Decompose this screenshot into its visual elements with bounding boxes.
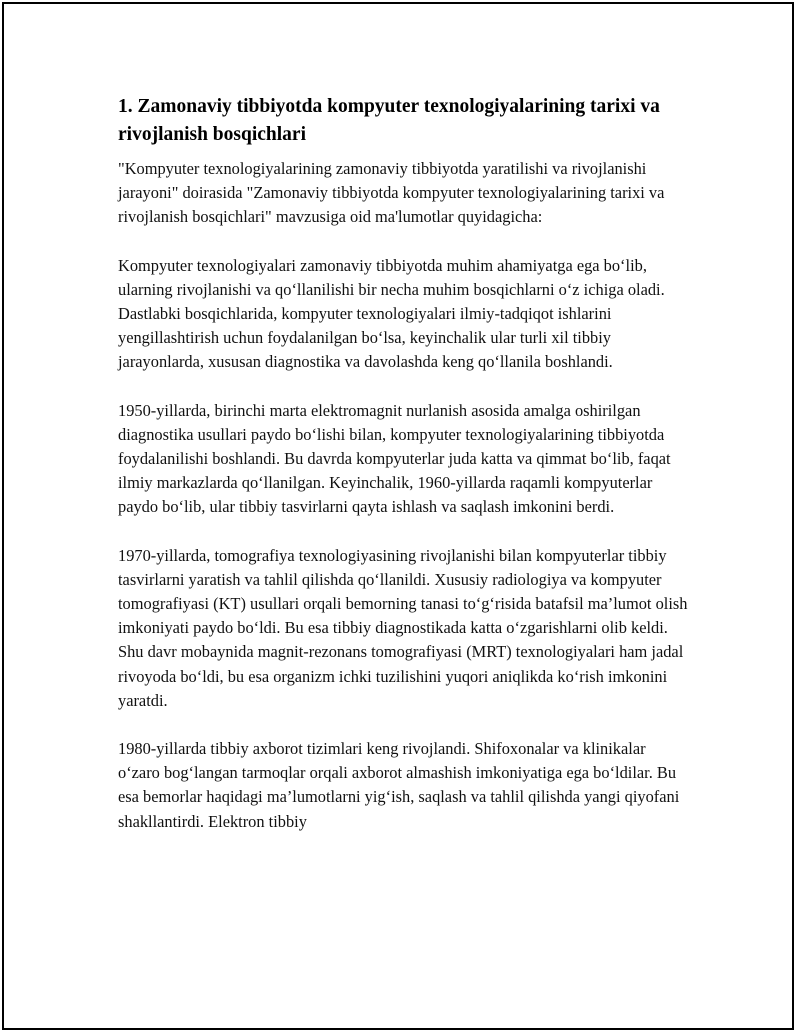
1980s-paragraph: 1980-yillarda tibbiy axborot tizimlari keng rivojlandi. Shifoxonalar va klinikalar o‘zaro bog‘langan tarmoqlar orqali axborot almashish imkoniyatiga ega bo‘ldilar. Bu esa bemorlar haqidagi ma’lumotlarni yig‘ish, saqlash va tahlil qilishda yangi qiyofani shakllantirdi. Elektron tibbiy xyxy=(118,739,680,831)
intro-paragraph: "Kompyuter texnologiyalarining zamonaviy tibbiyotda yaratilishi va rivojlanishi jarayoni" doirasida "Zamonaviy tibbiyotda kompyuter texnologiyalarining tarixi va rivojlanish bosqichlari" mavzusiga oid ma'lumotlar quyidagicha: xyxy=(118,159,665,227)
document-body xyxy=(118,93,690,834)
1970s-paragraph: 1970-yillarda, tomografiya texnologiyasining rivojlanishi bilan kompyuterlar tibbiy tasvirlarni yaratish va tahlil qilishda qo‘llanildi. Xususiy radiologiya va kompyuter tomografiyasi (KT) usullari orqali bemorning tanasi to‘g‘risida batafsil ma’lumot olish imkoniyati paydo bo‘ldi. Bu esa tibbiy diagnostikada katta o‘zgarishlarni olib keldi. Shu davr mobaynida magnit-rezonans tomografiyasi (MRT) texnologiyalari ham jadal rivoyoda bo‘ldi, bu esa organizm ichki tuzilishini yuqori aniqlikda ko‘rish imkonini yaratdi. xyxy=(118,545,688,710)
1950s-paragraph: 1950-yillarda, birinchi marta elektromagnit nurlanish asosida amalga oshirilgan diagnostika usullari paydo bo‘lishi bilan, kompyuter texnologiyalarining tibbiyotda foydalanilishi boshlandi. Bu davrda kompyuterlar juda katta va qimmat bo‘lib, faqat ilmiy markazlarda qo‘llanilgan. Keyinchalik, 1960-yillarda raqamli kompyuterlar paydo bo‘lib, ular tibbiy tasvirlarni qayta ishlash va saqlash imkonini berdi. xyxy=(118,400,671,517)
overview-paragraph: Kompyuter texnologiyalari zamonaviy tibbiyotda muhim ahamiyatga ega bo‘lib, ularning rivojlanishi va qo‘llanilishi bir necha muhim bosqichlarni o‘z ichiga oladi. Dastlabki bosqichlarida, kompyuter texnologiyalari ilmiy-tadqiqot ishlarini yengillashtirish uchun foydalanilgan bo‘lsa, keyinchalik ular turli xil tibbiy jarayonlarda, xususan diagnostika va davolashda keng qo‘llanila boshlandi. xyxy=(118,255,665,372)
section-heading: 1. Zamonaviy tibbiyotda kompyuter texnologiyalarining tarixi va rivojlanish bosqichlari xyxy=(118,96,660,145)
